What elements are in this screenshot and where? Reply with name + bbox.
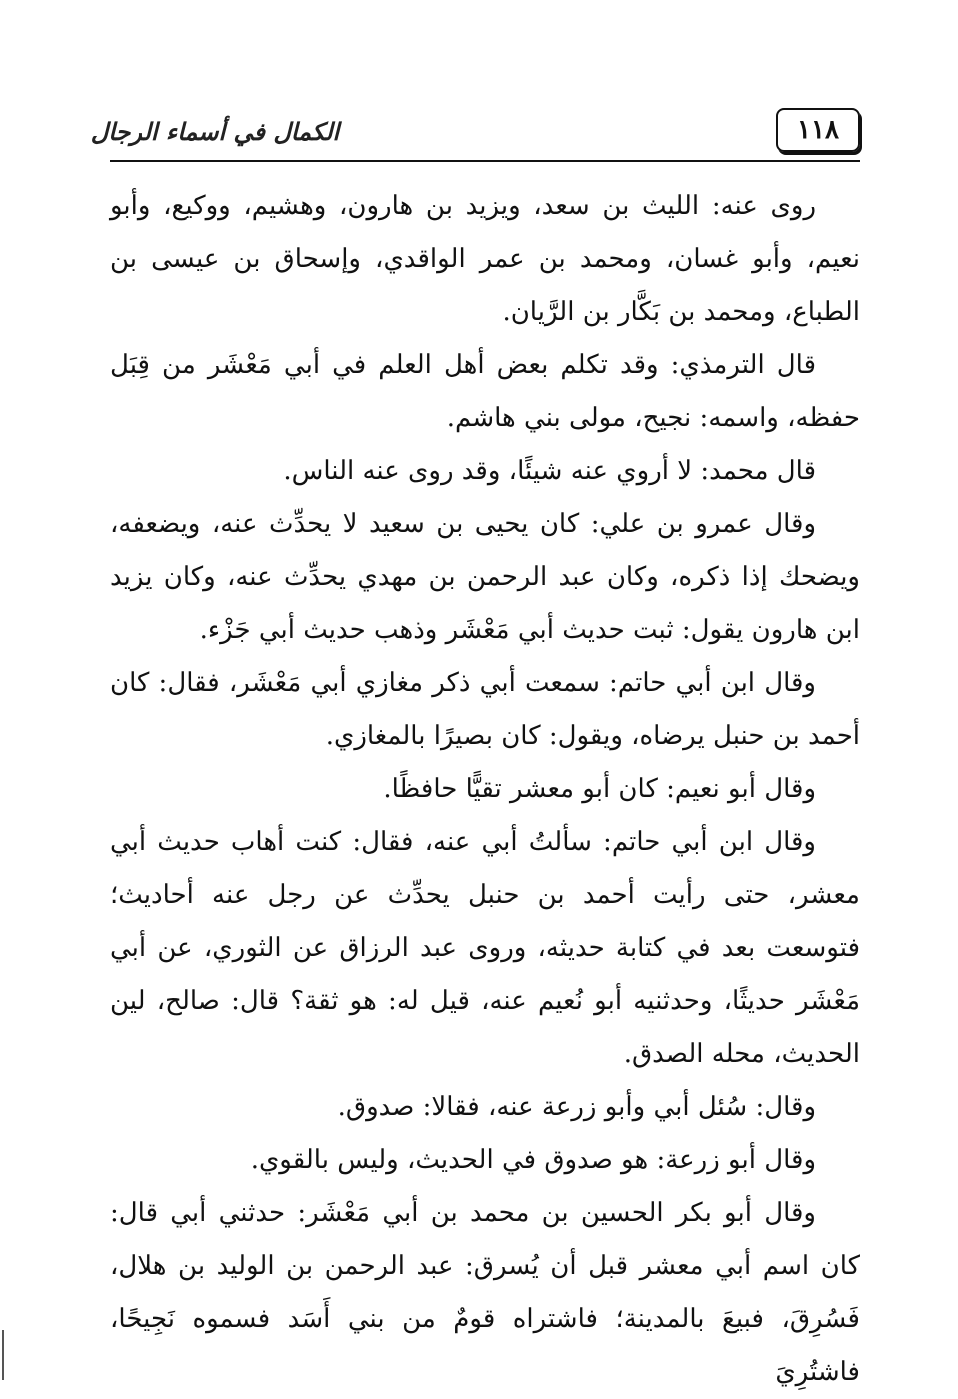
paragraph: وقال ابن أبي حاتم: سألتُ أبي عنه، فقال: كنت أهاب حديث أبي معشر، حتى رأيت أحمد بن حنبل يحدِّث عن رجل عنه أحاديث؛ فتوسعت بعد في كتابة حديثه، وروى عبد الرزاق عن الثوري، عن أبي مَعْشَر حديثًا، وحدثنيه أبو نُعيم عنه، قيل له: هو ثقة؟ قال: صالح، لين الحديث، محله الصدق. — [110, 827, 860, 1069]
header-divider — [110, 160, 860, 162]
paragraph: قال الترمذي: وقد تكلم بعض أهل العلم في أبي مَعْشَر من قِبَل حفظه، واسمه: نجيح، مولى بني هاشم. — [110, 350, 860, 433]
paragraph: وقال ابن أبي حاتم: سمعت أبي ذكر مغازي أبي مَعْشَر، فقال: كان أحمد بن حنبل يرضاه، ويقول: كان بصيرًا بالمغازي. — [110, 668, 860, 751]
paragraph: وقال: سُئل أبي وأبو زرعة عنه، فقالا: صدوق. — [337, 1092, 816, 1122]
paragraph: وقال عمرو بن علي: كان يحيى بن سعيد لا يحدِّث عنه، ويضعفه، ويضحك إذا ذكره، وكان عبد الرحمن بن مهدي يحدِّث عنه، وكان يزيد ابن هارون يقول: ثبت حديث أبي مَعْشَر وذهب حديث أبي جَزْء. — [110, 509, 860, 645]
page-header — [90, 100, 860, 162]
scan-edge-mark — [2, 1330, 4, 1380]
paragraph: قال محمد: لا أروي عنه شيئًا، وقد روى عنه الناس. — [283, 456, 816, 486]
running-title: الكمال في أسماء الرجال — [90, 116, 340, 146]
paragraph: روى عنه: الليث بن سعد، ويزيد بن هارون، وهشيم، ووكيع، وأبو نعيم، وأبو غسان، ومحمد بن عمر الواقدي، وإسحاق بن عيسى بن الطباع، ومحمد بن بَكَّار بن الرَّيان. — [110, 191, 860, 327]
page-number: ١١٨ — [776, 108, 860, 152]
paragraph: وقال أبو نعيم: كان أبو معشر تقيًّا حافظًا. — [383, 774, 816, 804]
page-body — [110, 180, 860, 1399]
paragraph: وقال أبو زرعة: هو صدوق في الحديث، وليس بالقوي. — [250, 1145, 816, 1175]
paragraph: وقال أبو بكر الحسين بن محمد بن أبي مَعْشَر: حدثني أبي قال: كان اسم أبي معشر قبل أن يُسرق: عبد الرحمن بن الوليد بن هلال، فَسُرِقَ، فبيعَ بالمدينة؛ فاشتراه قومٌ من بني أَسَد فسموه نَجِيحًا، فاشتُرِيَ — [110, 1198, 860, 1387]
